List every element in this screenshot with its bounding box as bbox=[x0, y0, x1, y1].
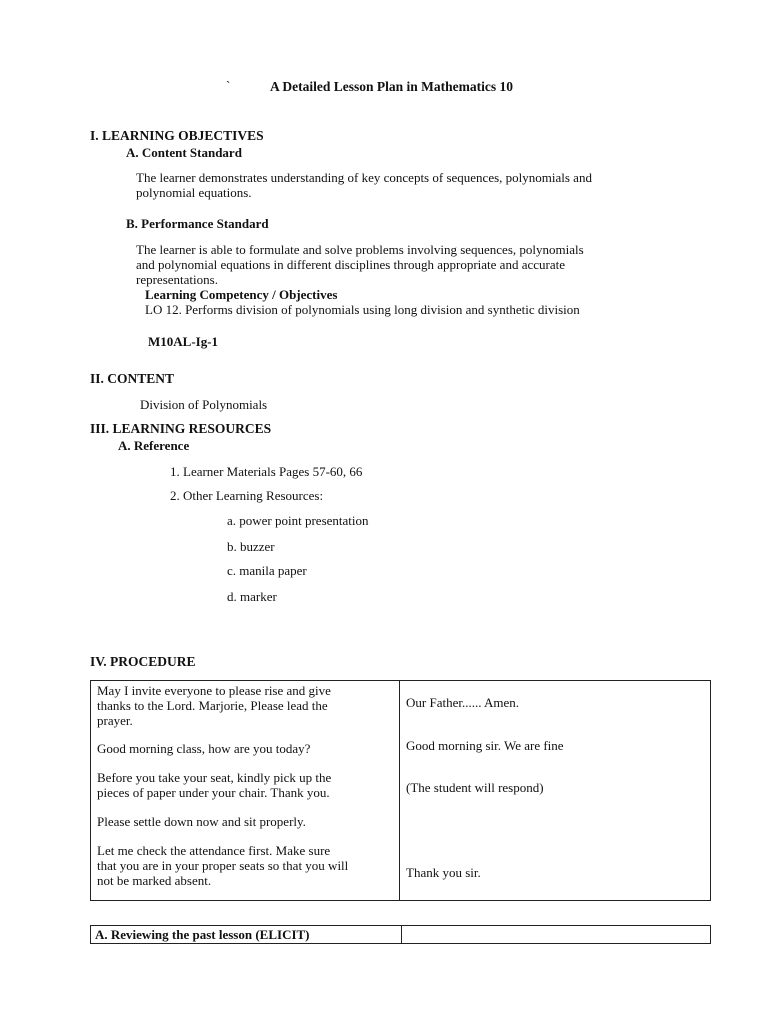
resource-item-1: 1. Learner Materials Pages 57-60, 66 bbox=[170, 464, 363, 479]
stray-backtick: ` bbox=[226, 78, 231, 93]
competency-code: M10AL-Ig-1 bbox=[148, 334, 219, 349]
review-empty-cell bbox=[402, 926, 711, 944]
teacher-text-4: Please settle down now and sit properly. bbox=[97, 814, 306, 829]
resource-sub-item-b: b. buzzer bbox=[227, 539, 275, 554]
reference-label: A. Reference bbox=[118, 438, 190, 453]
student-response-3: (The student will respond) bbox=[406, 780, 544, 795]
section-heading-objectives: I. LEARNING OBJECTIVES bbox=[90, 128, 264, 143]
teacher-text-1-line-3: prayer. bbox=[97, 713, 133, 728]
teacher-text-2: Good morning class, how are you today? bbox=[97, 741, 311, 756]
review-table bbox=[90, 925, 711, 944]
content-standard-line-1: The learner demonstrates understanding of key concepts of sequences, polynomials and bbox=[136, 170, 592, 185]
competency-text: LO 12. Performs division of polynomials using long division and synthetic division bbox=[145, 302, 580, 317]
student-response-1: Our Father...... Amen. bbox=[406, 695, 520, 710]
content-standard-line-2: polynomial equations. bbox=[136, 185, 252, 200]
teacher-text-1-line-1: May I invite everyone to please rise and give bbox=[97, 683, 331, 698]
resource-sub-item-d: d. marker bbox=[227, 589, 277, 604]
resource-item-2: 2. Other Learning Resources: bbox=[170, 488, 324, 503]
resource-sub-item-a: a. power point presentation bbox=[227, 513, 369, 528]
performance-standard-label: B. Performance Standard bbox=[126, 216, 269, 231]
student-column bbox=[400, 681, 711, 901]
teacher-text-3-line-1: Before you take your seat, kindly pick up the bbox=[97, 770, 332, 785]
teacher-text-3-line-2: pieces of paper under your chair. Thank you. bbox=[97, 785, 330, 800]
performance-standard-line-3: representations. bbox=[136, 272, 218, 287]
content-topic: Division of Polynomials bbox=[140, 397, 268, 412]
section-heading-content: II. CONTENT bbox=[90, 371, 175, 386]
section-heading-resources: III. LEARNING RESOURCES bbox=[90, 421, 272, 436]
page-title: A Detailed Lesson Plan in Mathematics 10 bbox=[270, 79, 513, 94]
resource-sub-item-c: c. manila paper bbox=[227, 563, 307, 578]
procedure-table bbox=[90, 680, 711, 901]
student-response-4: Thank you sir. bbox=[406, 865, 481, 880]
teacher-text-1-line-2: thanks to the Lord. Marjorie, Please lead the bbox=[97, 698, 328, 713]
review-label: A. Reviewing the past lesson (ELICIT) bbox=[91, 926, 402, 944]
teacher-text-5-line-3: not be marked absent. bbox=[97, 873, 212, 888]
performance-standard-line-1: The learner is able to formulate and solve problems involving sequences, polynomials bbox=[136, 242, 584, 257]
teacher-column bbox=[91, 681, 400, 901]
content-standard-label: A. Content Standard bbox=[126, 145, 242, 160]
teacher-text-5-line-1: Let me check the attendance first. Make sure bbox=[97, 843, 331, 858]
competency-label: Learning Competency / Objectives bbox=[145, 287, 338, 302]
performance-standard-line-2: and polynomial equations in different disciplines through appropriate and accurate bbox=[136, 257, 565, 272]
teacher-text-5-line-2: that you are in your proper seats so that you will bbox=[97, 858, 349, 873]
section-heading-procedure: IV. PROCEDURE bbox=[90, 654, 196, 669]
student-response-2: Good morning sir. We are fine bbox=[406, 738, 564, 753]
